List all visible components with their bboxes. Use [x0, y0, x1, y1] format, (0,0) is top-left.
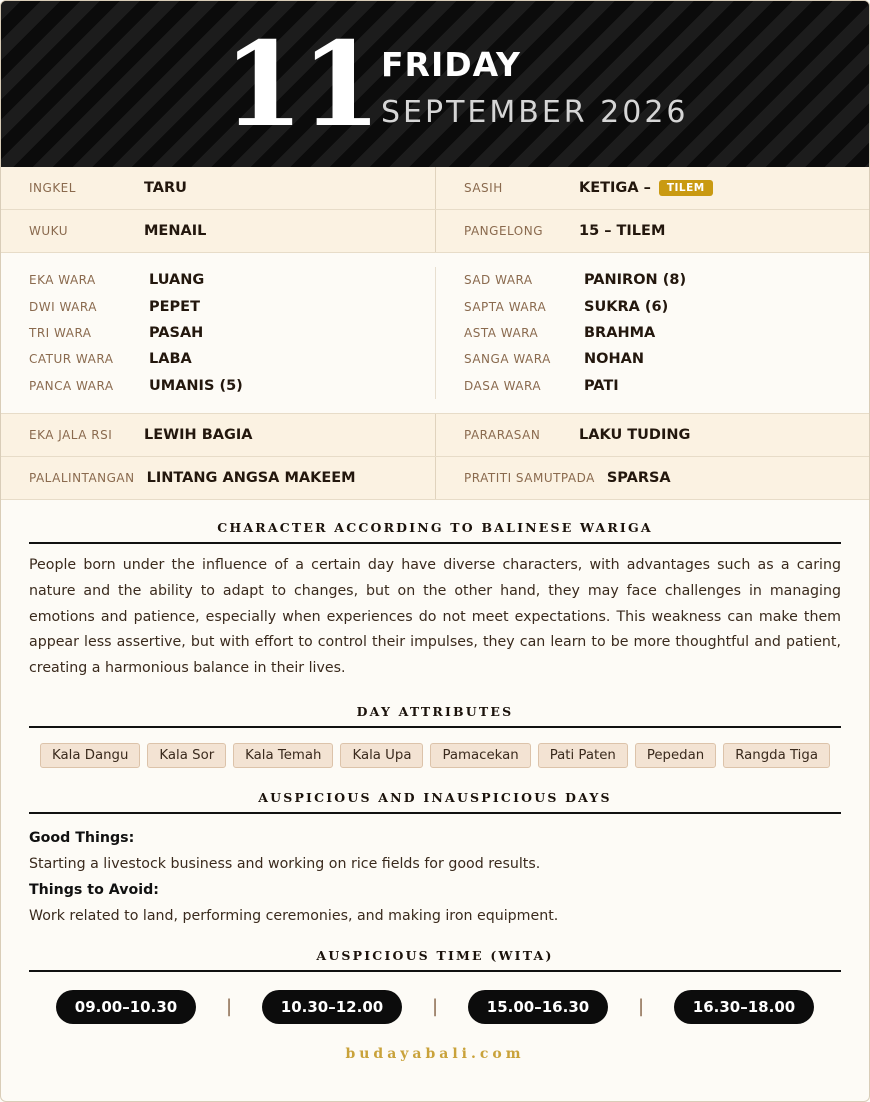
pararasan-value: LAKU TUDING	[579, 426, 691, 443]
time-slot: 16.30–18.00	[674, 990, 814, 1024]
pangelong-value: 15 – TILEM	[579, 223, 666, 239]
wara-row	[436, 267, 869, 293]
eka-jala-rsi-label: EKA JALA RSI	[29, 427, 113, 442]
palalintangan-value: LINTANG ANGSA MAKEEM	[146, 469, 356, 486]
wara-row	[436, 346, 869, 372]
wara-label: SAD WARA	[464, 273, 533, 288]
wara-row	[1, 320, 435, 346]
time-slots	[1, 990, 869, 1024]
wara-label: TRI WARA	[29, 325, 92, 340]
wara-row	[1, 293, 435, 319]
time-slot: 10.30–12.00	[262, 990, 402, 1024]
time-separator: |	[431, 996, 439, 1018]
wara-left-column	[1, 267, 435, 399]
wara-row	[1, 267, 435, 293]
day-number: 11	[223, 17, 379, 153]
days-section-title: AUSPICIOUS AND INAUSPICIOUS DAYS	[258, 789, 612, 805]
wara-value: PATI	[584, 377, 619, 394]
wara-row	[436, 373, 869, 399]
wara-label: SAPTA WARA	[464, 299, 547, 314]
attribute-chip: Rangda Tiga	[723, 743, 830, 768]
month-year: SEPTEMBER 2026	[381, 95, 689, 130]
wara-row	[1, 346, 435, 372]
eka-jala-rsi-value: LEWIH BAGIA	[144, 426, 253, 443]
wara-value: PASAH	[149, 324, 204, 341]
wara-label: CATUR WARA	[29, 352, 114, 367]
day-name: FRIDAY	[381, 45, 521, 84]
attribute-chip: Pamacekan	[430, 743, 530, 768]
info-row-wuku	[1, 210, 869, 253]
wara-value: SUKRA (6)	[584, 298, 669, 315]
wara-value: BRAHMA	[584, 324, 656, 341]
wara-value: NOHAN	[584, 351, 644, 368]
character-text: People born under the influence of a certain day have diverse characters, with advantages such as a caring nature and the ability to adapt to changes, but on the other hand, they may face challenges in managing emotions and patience, especially when experiences do not meet expectations. This weakness can make them appear less assertive, but with effort to control their impulses, they can learn to be more thoughtful and patient, creating a harmonious balance in their lives.	[29, 556, 841, 677]
time-separator: |	[637, 996, 645, 1018]
attribute-chip: Kala Sor	[147, 743, 226, 768]
wara-value: UMANIS (5)	[149, 377, 243, 394]
wuku-value: MENAIL	[144, 223, 207, 239]
pararasan-label: PARARASAN	[464, 427, 541, 442]
wara-right-column	[435, 267, 869, 399]
time-slot: 09.00–10.30	[56, 990, 196, 1024]
wara-table	[1, 253, 869, 414]
wara-label: PANCA WARA	[29, 378, 114, 393]
wara-label: DWI WARA	[29, 299, 97, 314]
info-row-eka-jala-rsi	[1, 414, 869, 457]
wara-value: PANIRON (8)	[584, 272, 687, 289]
wara-label: SANGA WARA	[464, 352, 551, 367]
wara-label: ASTA WARA	[464, 325, 539, 340]
tilem-badge: TILEM	[659, 180, 713, 196]
attribute-chip: Kala Upa	[340, 743, 423, 768]
attribute-chips	[1, 743, 869, 768]
info-row-ingkel	[1, 167, 869, 210]
info-row-palalintangan	[1, 457, 869, 500]
attribute-chip: Kala Temah	[233, 743, 333, 768]
attribute-chip: Pati Paten	[538, 743, 628, 768]
wara-label: DASA WARA	[464, 378, 542, 393]
wara-value: LABA	[149, 351, 192, 368]
things-to-avoid-label: Things to Avoid:	[29, 881, 159, 898]
time-section-title: AUSPICIOUS TIME (WITA)	[316, 947, 554, 963]
date-header	[1, 1, 869, 167]
time-separator: |	[225, 996, 233, 1018]
wara-row	[1, 373, 435, 399]
wara-value: PEPET	[149, 298, 200, 315]
site-footer-link[interactable]: budayabali.com	[345, 1045, 525, 1062]
wara-row	[436, 293, 869, 319]
pratiti-samutpada-label: PRATITI SAMUTPADA	[464, 470, 595, 485]
things-to-avoid-text: Work related to land, performing ceremonies, and making iron equipment.	[29, 907, 559, 924]
wara-label: EKA WARA	[29, 273, 96, 288]
time-slot: 15.00–16.30	[468, 990, 608, 1024]
days-details	[1, 825, 869, 929]
good-things-text: Starting a livestock business and working on rice fields for good results.	[29, 855, 541, 872]
attribute-chip: Kala Dangu	[40, 743, 140, 768]
pangelong-label: PANGELONG	[464, 224, 544, 238]
ingkel-value: TARU	[144, 180, 187, 196]
sasih-value: KETIGA –	[579, 180, 651, 196]
wara-row	[436, 320, 869, 346]
sasih-label: SASIH	[464, 181, 503, 195]
wuku-label: WUKU	[29, 224, 68, 238]
attribute-chip: Pepedan	[635, 743, 716, 768]
palalintangan-label: PALALINTANGAN	[29, 470, 135, 485]
wara-value: LUANG	[149, 272, 205, 289]
character-section-title: CHARACTER ACCORDING TO BALINESE WARIGA	[217, 519, 653, 535]
attributes-section-title: DAY ATTRIBUTES	[356, 703, 514, 719]
pratiti-samutpada-value: SPARSA	[606, 469, 671, 486]
good-things-label: Good Things:	[29, 829, 135, 846]
ingkel-label: INGKEL	[29, 181, 76, 195]
